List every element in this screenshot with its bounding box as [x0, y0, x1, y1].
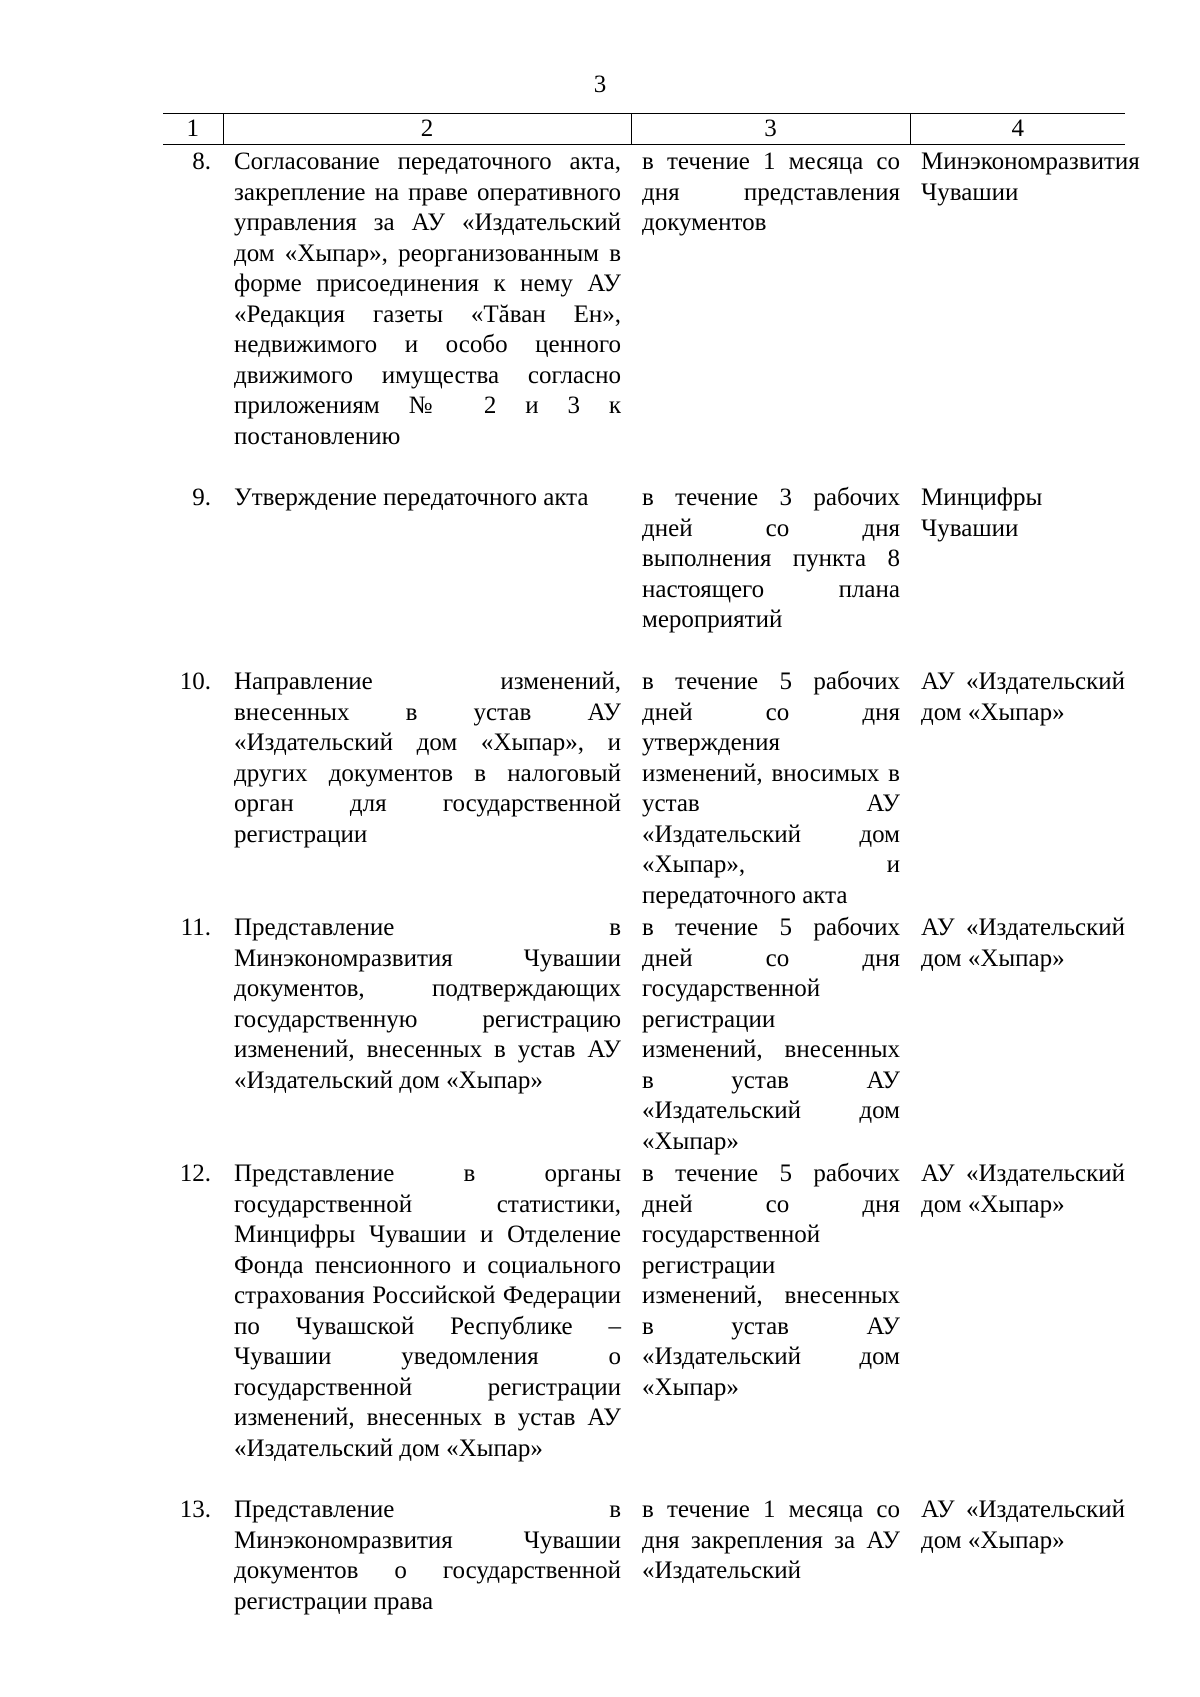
- row-action: Направление изменений, внесенных в устав АУ «Издательский дом «Хыпар», и других документов в налоговый орган для государственной регистрации: [234, 668, 621, 848]
- row-number: 13.: [179, 1496, 211, 1523]
- column-header-1: 1: [163, 114, 223, 145]
- row-action: Представление в органы государственной статистики, Минцифры Чувашии и Отделение Фонда пенсионного и социального страхования Российской Федерации по Чувашской Республике – Чувашии уведомления о государственной регистрации изменений, внесенных в устав АУ «Издательский дом «Хыпар»: [234, 1160, 621, 1462]
- row-responsible: АУ «Издательский дом «Хыпар»: [921, 1496, 1125, 1554]
- table-row: [163, 481, 1125, 665]
- row-action: Представление в Минэкономразвития Чувашии документов о государственной регистрации права: [234, 1496, 621, 1615]
- table-row: [163, 145, 1125, 482]
- row-number: 10.: [179, 668, 211, 695]
- row-action: Представление в Минэкономразвития Чувашии документов, подтверждающих государственную регистрацию изменений, внесенных в устав АУ «Издательский дом «Хыпар»: [234, 914, 621, 1094]
- table-row: [163, 665, 1125, 911]
- row-number: 12.: [179, 1160, 211, 1187]
- row-term: в течение 5 рабочих дней со дня государственной регистрации изменений, внесенных в устав АУ «Издательский дом «Хыпар»: [642, 1160, 900, 1401]
- table-row: [163, 1493, 1125, 1617]
- row-responsible: Минцифры Чувашии: [921, 484, 1043, 542]
- row-number: 11.: [180, 914, 211, 941]
- row-responsible: Минэкономразвития Чувашии: [921, 148, 1140, 206]
- column-header-4: 4: [910, 114, 1125, 145]
- table-header-row: [163, 114, 1125, 145]
- column-header-2: 2: [223, 114, 631, 145]
- row-responsible: АУ «Издательский дом «Хыпар»: [921, 1160, 1125, 1218]
- action-plan-table: [163, 113, 1140, 1617]
- row-responsible: АУ «Издательский дом «Хыпар»: [921, 914, 1125, 972]
- row-action: Утверждение передаточного акта: [234, 484, 589, 511]
- row-term: в течение 1 месяца со дня представления документов: [642, 148, 900, 236]
- page-number: 3: [593, 71, 607, 98]
- row-responsible: АУ «Издательский дом «Хыпар»: [921, 668, 1125, 726]
- table-row: [163, 1157, 1125, 1493]
- row-term: в течение 3 рабочих дней со дня выполнения пункта 8 настоящего плана мероприятий: [642, 484, 900, 633]
- column-header-3: 3: [631, 114, 910, 145]
- row-action: Согласование передаточного акта, закрепление на праве оперативного управления за АУ «Издательский дом «Хыпар», реорганизованным в форме присоединения к нему АУ «Редакция газеты «Тăван Ен», недвижимого и особо ценного движимого имущества согласно приложениям № 2 и 3 к постановлению: [234, 148, 621, 450]
- row-term: в течение 1 месяца со дня закрепления за АУ «Издательский: [642, 1496, 900, 1584]
- table-row: [163, 911, 1125, 1157]
- row-term: в течение 5 рабочих дней со дня утверждения изменений, вносимых в устав АУ «Издательский дом «Хыпар», и передаточного акта: [642, 668, 900, 909]
- row-number: 8.: [192, 148, 211, 175]
- row-term: в течение 5 рабочих дней со дня государственной регистрации изменений, внесенных в устав АУ «Издательский дом «Хыпар»: [642, 914, 900, 1155]
- row-number: 9.: [192, 484, 211, 511]
